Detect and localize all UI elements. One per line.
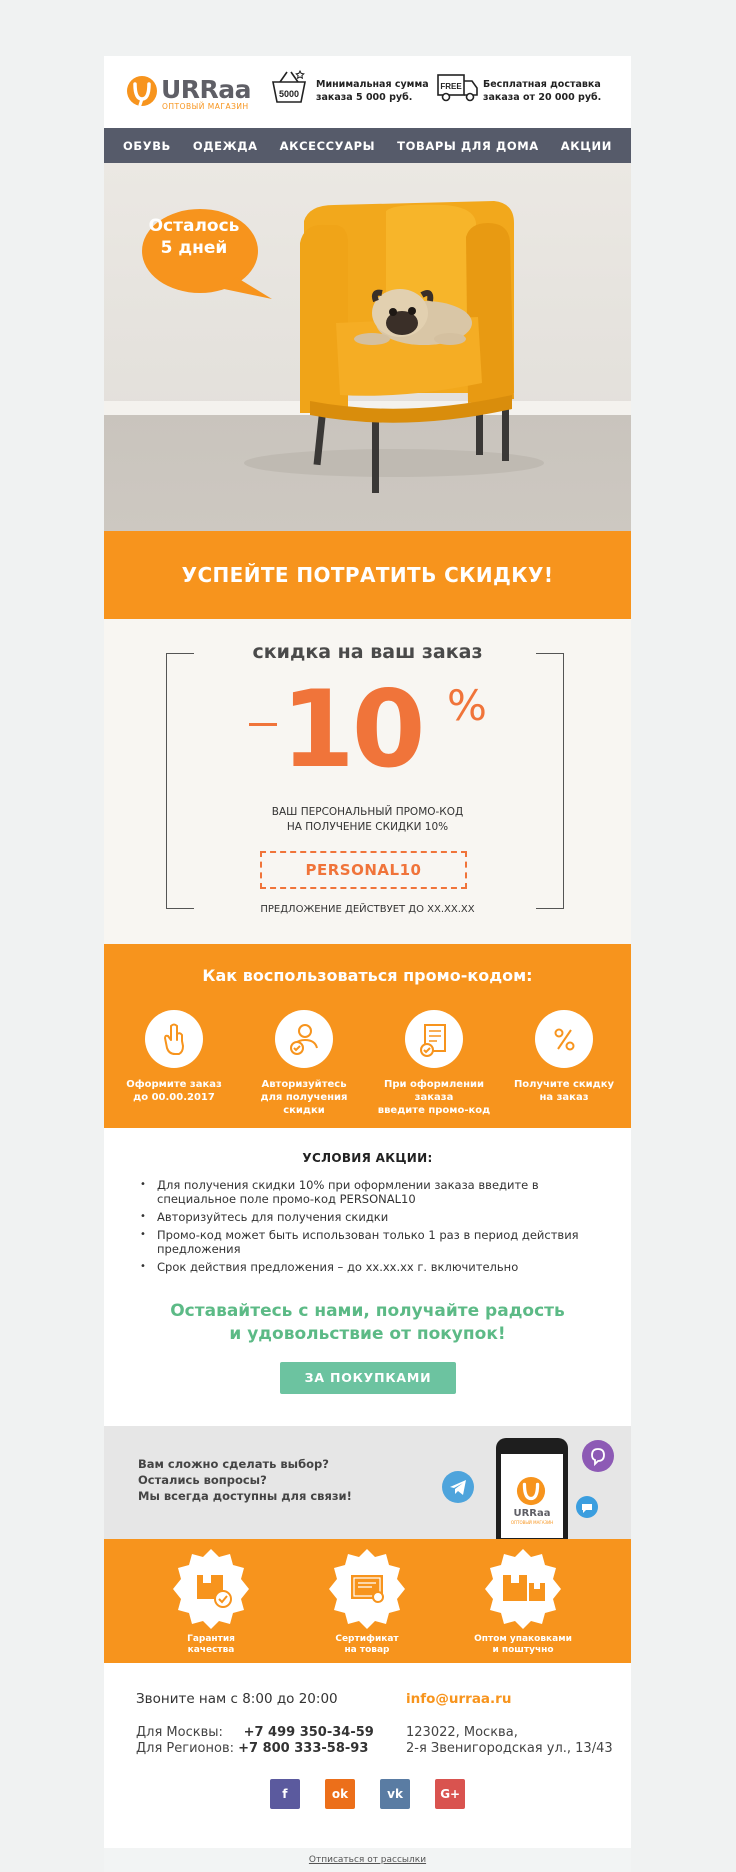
feature-label-line2: на товар: [344, 1645, 390, 1655]
contact-section: [104, 1426, 631, 1539]
step-label: [374, 1078, 494, 1117]
step-label-line1: Получите скидку: [513, 1079, 615, 1090]
header: [104, 56, 631, 128]
phone-logo-icon: [516, 1476, 546, 1506]
smartphone-screen: [501, 1454, 563, 1538]
boxes-icon: [481, 1547, 565, 1631]
conditions-title: УСЛОВИЯ АКЦИИ:: [302, 1151, 433, 1165]
features-section: [104, 1539, 631, 1663]
address-line1: 123022, Москва,: [406, 1725, 518, 1740]
nav-item-accessories[interactable]: АКСЕССУАРЫ: [279, 138, 376, 153]
phone-logo-sub: ОПТОВЫЙ МАГАЗИН: [510, 1520, 554, 1525]
feature-label: [146, 1634, 276, 1656]
contact-line3: Мы всегда доступны для связи!: [138, 1489, 352, 1503]
percent-icon: [535, 1010, 593, 1068]
list-item: • Промо-код может быть использован только 1 раз в период действия предложения: [140, 1228, 590, 1256]
step-label-line2: до 00.00.2017: [133, 1092, 215, 1103]
minus-sign: [249, 723, 277, 726]
feature-wholesale: [458, 1547, 588, 1656]
moscow-label: Для Москвы:: [136, 1725, 223, 1740]
delivery-text: [483, 78, 601, 104]
step-authorize: [244, 1010, 364, 1117]
logo-icon: [126, 75, 158, 107]
discount-title: скидка на ваш заказ: [252, 641, 483, 663]
stay-line1: Оставайтесь с нами, получайте радость: [170, 1301, 565, 1321]
step-place-order: [114, 1010, 234, 1104]
min-order-line2: заказа 5 000 руб.: [316, 92, 413, 103]
promo-note: [104, 805, 631, 835]
delivery-info: [436, 69, 606, 113]
footer: [104, 1663, 631, 1849]
promo-code[interactable]: PERSONAL10: [260, 851, 467, 889]
email-link[interactable]: info@urraa.ru: [406, 1691, 512, 1707]
stay-with-us-text: [104, 1300, 631, 1346]
list-item: • Авторизуйтесь для получения скидки: [140, 1210, 590, 1224]
regions-phone[interactable]: +7 800 333-58-93: [238, 1741, 369, 1756]
hero-image: [104, 163, 631, 531]
list-item: • Для получения скидки 10% при оформлении заказа введите в специальное поле промо-код PERSONAL10: [140, 1178, 590, 1206]
min-order-info: [270, 69, 429, 113]
left-bracket: [166, 653, 194, 909]
how-to-title: Как воспользоваться промо-кодом:: [202, 966, 533, 985]
step-label: [114, 1078, 234, 1104]
document-check-icon: [405, 1010, 463, 1068]
discount-block: [104, 619, 631, 944]
contact-line2: Остались вопросы?: [138, 1473, 267, 1487]
vk-icon[interactable]: vk: [380, 1779, 410, 1809]
step-get-discount: [504, 1010, 624, 1104]
right-bracket: [536, 653, 564, 909]
step-label-line2: на заказ: [539, 1092, 589, 1103]
step-label-line1: Авторизуйтесь: [261, 1079, 347, 1090]
logo-subtitle: ОПТОВЫЙ МАГАЗИН: [162, 102, 249, 111]
days-left-line2: 5 дней: [160, 238, 228, 258]
google-plus-icon[interactable]: G+: [435, 1779, 465, 1809]
promo-note-line2: НА ПОЛУЧЕНИЕ СКИДКИ 10%: [286, 821, 449, 833]
regions-label: Для Регионов:: [136, 1741, 234, 1756]
feature-certificate: [302, 1547, 432, 1656]
days-left-line1: Осталось: [148, 216, 240, 236]
user-check-icon: [275, 1010, 333, 1068]
viber-icon[interactable]: [582, 1440, 614, 1472]
feature-quality: [146, 1547, 276, 1656]
min-order-icon-text: 5000: [278, 89, 300, 99]
step-label: [504, 1078, 624, 1104]
nav-item-clothes[interactable]: ОДЕЖДА: [192, 138, 258, 153]
days-left-text: [134, 215, 254, 259]
feature-label-line1: Сертификат: [335, 1634, 399, 1644]
unsubscribe-link[interactable]: Отписаться от рассылки: [104, 1848, 631, 1872]
address-line2: 2-я Звенигородская ул., 13/43: [406, 1741, 613, 1756]
step-label-line1: При оформлении заказа: [383, 1079, 485, 1103]
contact-text: [138, 1456, 352, 1504]
facebook-icon[interactable]: f: [270, 1779, 300, 1809]
main-nav: [104, 128, 631, 163]
nav-item-promotions[interactable]: АКЦИИ: [560, 138, 612, 153]
moscow-phone-row: [136, 1725, 374, 1741]
odnoklassniki-icon[interactable]: ok: [325, 1779, 355, 1809]
nav-item-shoes[interactable]: ОБУВЬ: [122, 138, 171, 153]
min-order-text: [316, 78, 429, 104]
logo-text: URRaa: [161, 75, 252, 104]
feature-label-line2: качества: [187, 1645, 235, 1655]
phone-numbers: [136, 1725, 374, 1757]
discount-value: 10: [281, 668, 423, 791]
phone-logo-text: URRaa: [513, 1508, 551, 1519]
email-container: [104, 56, 631, 1849]
conditions-list: [140, 1178, 590, 1278]
working-hours: Звоните нам с 8:00 до 20:00: [136, 1691, 338, 1707]
nav-item-home-goods[interactable]: ТОВАРЫ ДЛЯ ДОМА: [397, 138, 539, 153]
step-label-line2: введите промо-код: [377, 1105, 491, 1116]
step-label: [244, 1078, 364, 1117]
delivery-line1: Бесплатная доставка: [483, 79, 601, 90]
telegram-icon[interactable]: [442, 1471, 474, 1503]
regions-phone-row: [136, 1741, 374, 1757]
hand-pointer-icon: [145, 1010, 203, 1068]
certificate-icon: [325, 1547, 409, 1631]
smartphone: [496, 1438, 568, 1539]
hurry-banner: УСПЕЙТЕ ПОТРАТИТЬ СКИДКУ!: [104, 531, 631, 619]
shop-now-button[interactable]: ЗА ПОКУПКАМИ: [280, 1362, 456, 1394]
how-to-section: [104, 944, 631, 1128]
list-item: • Срок действия предложения – до xx.xx.xx г. включительно: [140, 1260, 590, 1274]
promo-note-line1: ВАШ ПЕРСОНАЛЬНЫЙ ПРОМО-КОД: [271, 806, 464, 818]
feature-label: [458, 1634, 588, 1656]
address: [406, 1725, 613, 1757]
min-order-line1: Минимальная сумма: [316, 79, 429, 90]
percent-sign: %: [447, 681, 487, 730]
feature-label-line1: Гарантия: [187, 1634, 235, 1644]
stay-line2: и удовольствие от покупок!: [229, 1324, 506, 1344]
quality-box-icon: [169, 1547, 253, 1631]
step-label-line1: Оформите заказ: [126, 1079, 222, 1090]
moscow-phone[interactable]: +7 499 350-34-59: [243, 1725, 374, 1740]
offer-valid-until: ПРЕДЛОЖЕНИЕ ДЕЙСТВУЕТ ДО XX.XX.XX: [260, 904, 475, 915]
chat-icon[interactable]: [576, 1496, 598, 1518]
feature-label-line1: Оптом упаковками: [474, 1634, 572, 1644]
conditions-section: [104, 1128, 631, 1426]
social-links: [104, 1779, 631, 1809]
delivery-line2: заказа от 20 000 руб.: [483, 92, 602, 103]
free-icon-text: FREE: [440, 82, 462, 91]
feature-label: [302, 1634, 432, 1656]
contact-line1: Вам сложно сделать выбор?: [138, 1457, 329, 1471]
step-label-line2: для получения скидки: [260, 1092, 348, 1116]
basket-icon: [270, 69, 308, 105]
feature-label-line2: и поштучно: [492, 1645, 554, 1655]
logo[interactable]: [126, 73, 252, 113]
truck-icon: [436, 69, 480, 105]
step-enter-code: [374, 1010, 494, 1117]
